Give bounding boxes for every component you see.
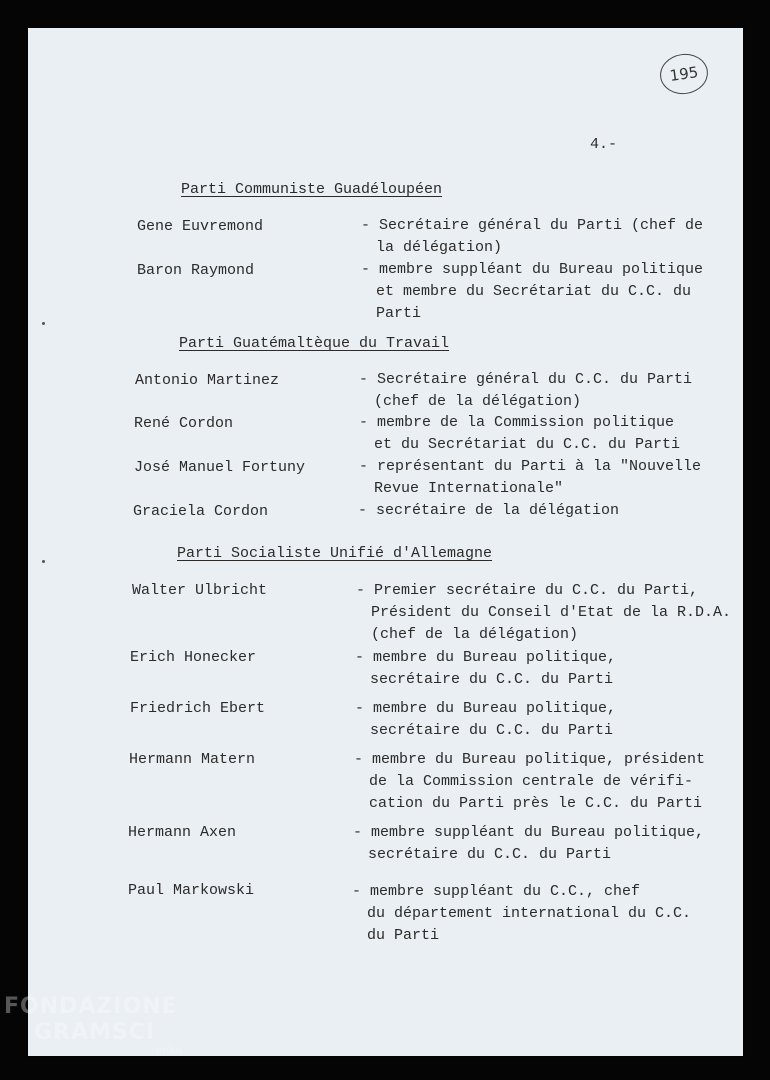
member-role: - membre du Bureau politique, président de la Commission centrale de vérifi- cation du Parti près le C.C. du Parti [354, 751, 706, 812]
member-role: - membre de la Commission politique et du Secrétariat du C.C. du Parti [359, 414, 681, 453]
section-heading: Parti Socialiste Unifié d'Allemagne [177, 545, 493, 562]
member-role: - membre suppléant du Bureau politique et membre du Secrétariat du C.C. du Parti [361, 261, 704, 322]
member-name: Antonio Martinez [135, 372, 280, 389]
member-name: Hermann Axen [128, 824, 237, 841]
member-name: Friedrich Ebert [130, 700, 266, 717]
member-name: René Cordon [134, 415, 234, 432]
member-name: Walter Ulbricht [132, 582, 268, 599]
section-heading: Parti Guatémaltèque du Travail [179, 335, 450, 352]
member-role: - Premier secrétaire du C.C. du Parti, Président du Conseil d'Etat de la R.D.A. (chef de la délégation) [356, 582, 732, 643]
page-number: 4.- [590, 136, 618, 153]
member-role: - membre du Bureau politique, secrétaire du C.C. du Parti [355, 649, 617, 688]
member-name: Erich Honecker [130, 649, 257, 666]
member-name: Gene Euvremond [137, 218, 264, 235]
member-role: - secrétaire de la délégation [358, 502, 620, 519]
fondazione-gramsci-watermark: FONDAZIONE GRAMSCI onlus [4, 994, 183, 1056]
member-role: - représentant du Parti à la "Nouvelle Revue Internationale" [359, 458, 702, 497]
member-name: Graciela Cordon [133, 503, 269, 520]
member-role: - membre suppléant du Bureau politique, secrétaire du C.C. du Parti [353, 824, 705, 863]
member-name: José Manuel Fortuny [134, 459, 306, 476]
member-name: Baron Raymond [137, 262, 255, 279]
member-name: Hermann Matern [129, 751, 256, 768]
section-heading: Parti Communiste Guadéloupéen [181, 181, 443, 198]
punch-mark [42, 322, 45, 325]
member-role: - membre du Bureau politique, secrétaire du C.C. du Parti [355, 700, 617, 739]
member-name: Paul Markowski [128, 882, 255, 899]
member-role: - membre suppléant du C.C., chef du département international du C.C. du Parti [352, 883, 692, 944]
member-role: - Secrétaire général du Parti (chef de la délégation) [361, 217, 704, 256]
member-role: - Secrétaire général du C.C. du Parti (chef de la délégation) [359, 371, 693, 410]
archive-stamp: 195 [657, 51, 710, 97]
punch-mark [42, 560, 45, 563]
